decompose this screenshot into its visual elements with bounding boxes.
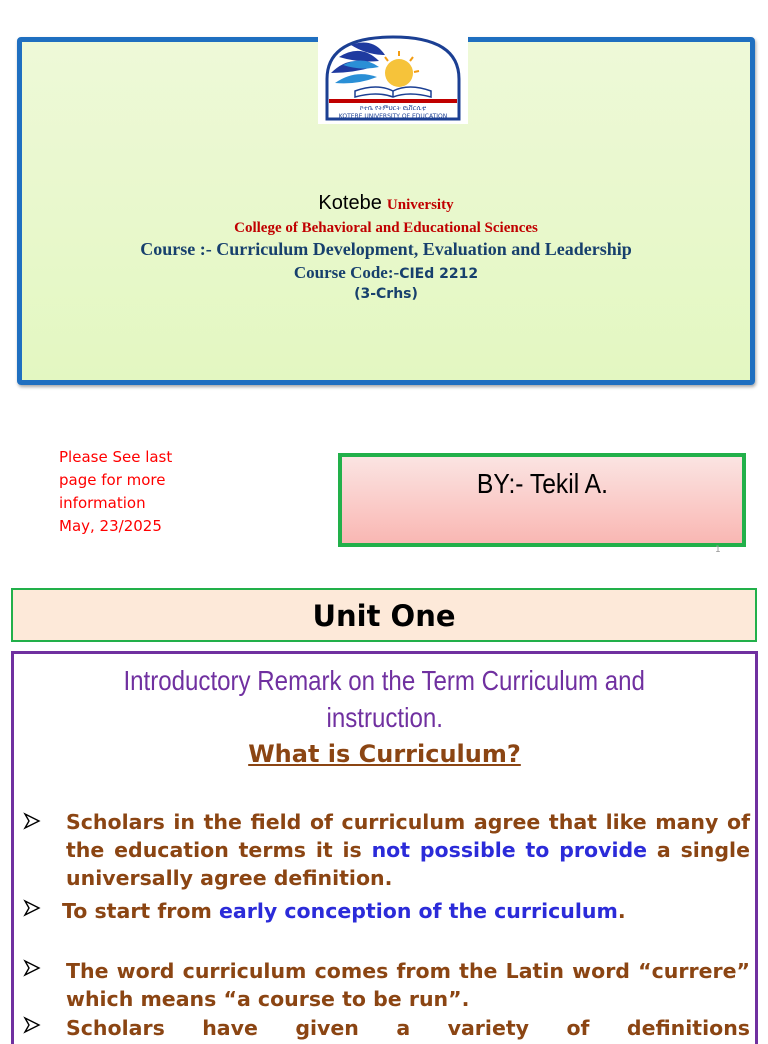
bullet-item <box>22 808 750 892</box>
intro-heading-line-2: instruction. <box>326 702 443 733</box>
note-line: page for more <box>59 471 166 489</box>
bullet-item <box>22 1014 750 1042</box>
intro-heading <box>14 662 755 736</box>
bullet-highlight: not possible to provide <box>371 838 648 862</box>
content-frame <box>11 651 758 1044</box>
bullet-text-part: . <box>617 899 626 923</box>
bullet-text <box>62 897 750 925</box>
bullet-text-part: a single universally agree definition. <box>66 838 750 890</box>
unit-title-box <box>11 588 757 642</box>
credit-hours: (3-Crhs) <box>354 286 418 302</box>
logo-amharic-text: ኮተቤ የትምህርት ዩኒቨርሲቲ <box>360 104 426 112</box>
slide-number: 1 <box>715 545 721 555</box>
bullet-text-part: Scholars have given a variety of definitions <box>66 1016 750 1040</box>
unit-title: Unit One <box>312 599 456 633</box>
course-code-line <box>17 261 755 286</box>
author-box <box>338 453 746 547</box>
course-title-block <box>17 190 755 302</box>
intro-heading-line-1: Introductory Remark on the Term Curriculum and <box>123 665 646 696</box>
college-name: College of Behavioral and Educational Sciences <box>234 220 538 236</box>
bullet-text-part: Scholars in the field of curriculum agree that like many of the education terms it is <box>66 810 750 862</box>
bullet-text <box>66 1014 750 1042</box>
author-name: BY:- Tekil A. <box>476 468 608 499</box>
note-date: May, 23/2025 <box>59 517 162 535</box>
course-code-value: CIEd 2212 <box>399 266 479 282</box>
bullet-text-part: To start from <box>62 899 219 923</box>
bullet-item <box>22 897 750 925</box>
course-code-label: Course Code:- <box>293 263 400 282</box>
university-name: Kotebe <box>318 192 382 214</box>
question-heading: What is Curriculum? <box>248 740 521 768</box>
note-line: Please See last <box>59 448 173 466</box>
info-note <box>59 446 209 538</box>
note-line: information <box>59 494 146 512</box>
logo-container <box>318 28 468 124</box>
bullet-item <box>22 957 750 1013</box>
logo-english-text: KOTEBE UNIVERSITY OF EDUCATION <box>338 113 448 120</box>
university-logo-icon <box>321 33 465 123</box>
university-line <box>17 190 755 218</box>
university-word: University <box>386 197 454 213</box>
arrow-bullet-icon <box>22 897 44 919</box>
bullet-highlight: early conception of the curriculum <box>218 899 618 923</box>
arrow-bullet-icon <box>22 1014 44 1036</box>
course-title: Course :- Curriculum Development, Evaluation and Leadership <box>140 239 632 259</box>
bullet-text <box>66 808 750 892</box>
bullet-text-part: The word curriculum comes from the Latin word “currere” which means “a course to be run”. <box>66 959 750 1011</box>
arrow-bullet-icon <box>22 810 44 832</box>
bullet-text <box>66 957 750 1013</box>
arrow-bullet-icon <box>22 957 44 979</box>
